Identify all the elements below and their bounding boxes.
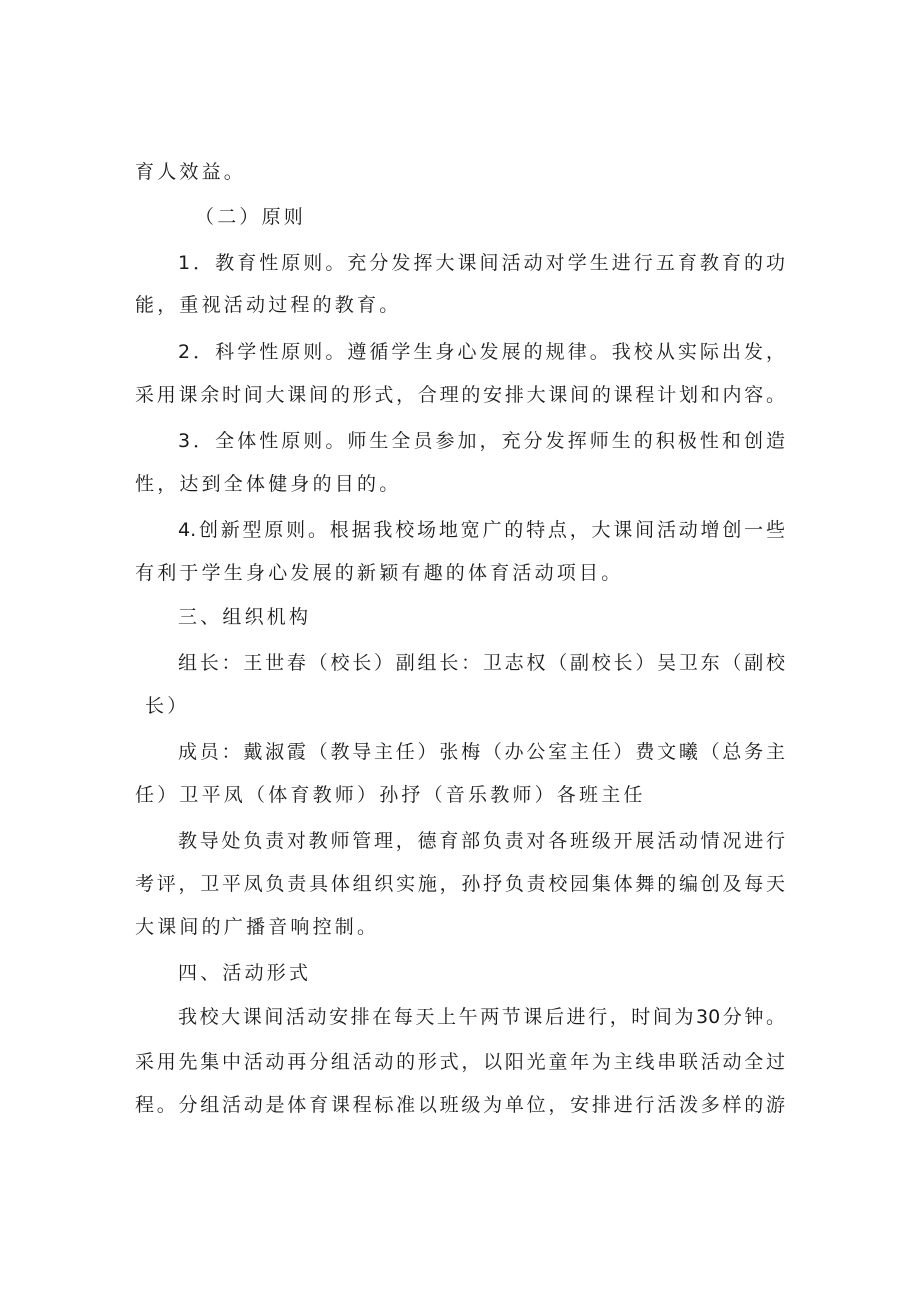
section-heading-principles: （二）原则 [195, 206, 307, 228]
paragraph-line: 能，重视活动过程的教育。 [135, 294, 402, 316]
paragraph-line: 组长：王世春（校长）副组长：卫志权（副校长）吴卫东（副校 [178, 652, 785, 674]
paragraph-line: 成员：戴淑霞（教导主任）张梅（办公室主任）费文曦（总务主 [178, 741, 785, 763]
paragraph-line: 程。分组活动是体育课程标准以班级为单位，安排进行活泼多样的游 [135, 1094, 785, 1116]
paragraph-line: 任）卫平凤（体育教师）孙抒（音乐教师）各班主任 [135, 784, 646, 806]
paragraph-line: 2．科学性原则。遵循学生身心发展的规律。我校从实际出发， [178, 341, 785, 363]
paragraph-line: 4.创新型原则。根据我校场地宽广的特点，大课间活动增创一些 [178, 519, 785, 541]
paragraph-line: 考评，卫平凤负责具体组织实施，孙抒负责校园集体舞的编创及每天 [135, 873, 785, 895]
paragraph-line: 性，达到全体健身的目的。 [135, 473, 402, 495]
paragraph-line: 长） [145, 695, 190, 717]
paragraph-line: 采用先集中活动再分组活动的形式，以阳光童年为主线串联活动全过 [135, 1051, 785, 1073]
paragraph-line: 育人效益。 [135, 161, 247, 183]
paragraph-line: 采用课余时间大课间的形式，合理的安排大课间的课程计划和内容。 [135, 384, 785, 406]
section-heading-activity-form: 四、活动形式 [178, 962, 312, 984]
section-heading-organization: 三、组织机构 [178, 606, 312, 628]
paragraph-line: 1．教育性原则。充分发挥大课间活动对学生进行五育教育的功 [178, 252, 785, 274]
paragraph-line: 有利于学生身心发展的新颖有趣的体育活动项目。 [135, 562, 624, 584]
paragraph-line: 我校大课间活动安排在每天上午两节课后进行，时间为30分钟。 [178, 1006, 785, 1028]
paragraph-line: 教导处负责对教师管理，德育部负责对各班级开展活动情况进行 [178, 830, 785, 852]
paragraph-line: 大课间的广播音响控制。 [135, 916, 380, 938]
paragraph-line: 3．全体性原则。师生全员参加，充分发挥师生的积极性和创造 [178, 430, 785, 452]
